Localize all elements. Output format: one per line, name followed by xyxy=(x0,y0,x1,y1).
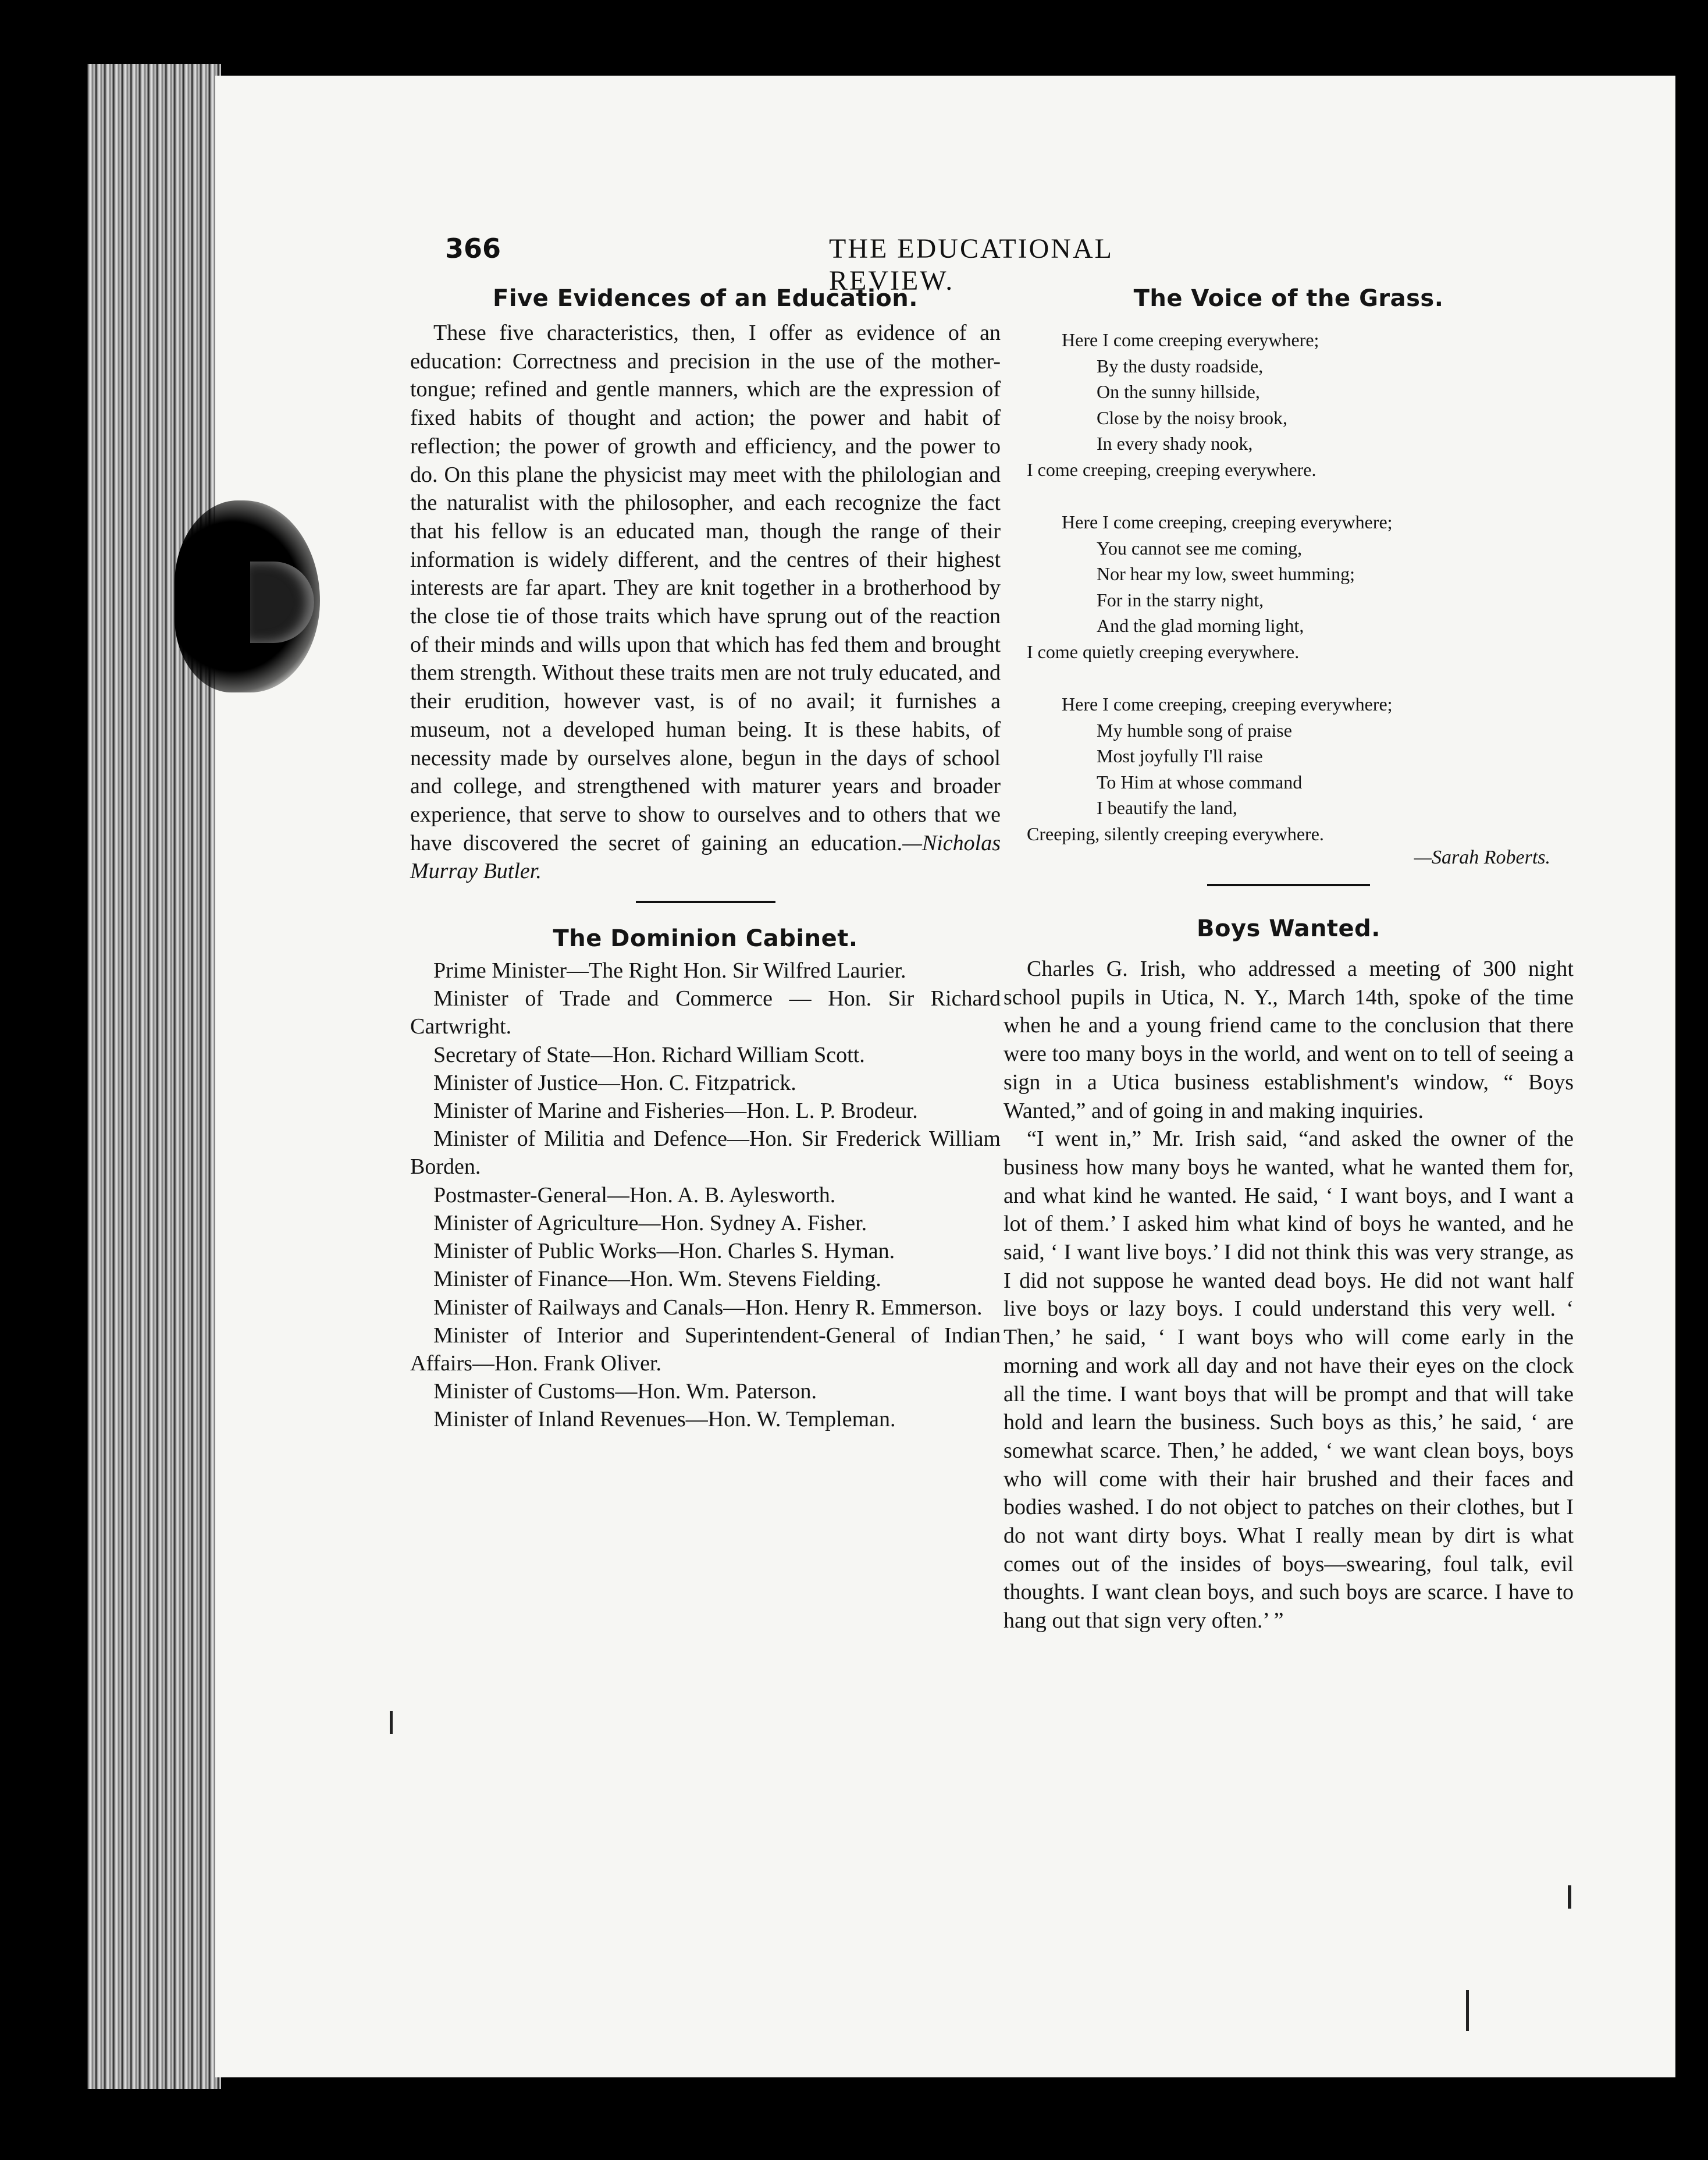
poem-line: In every shady nook, xyxy=(1097,433,1253,454)
article-boys-wanted xyxy=(1004,915,1574,1635)
cabinet-entry: Postmaster-General—Hon. A. B. Aylesworth. xyxy=(433,1182,836,1207)
poem-line: My humble song of praise xyxy=(1097,719,1292,741)
poem-line: Close by the noisy brook, xyxy=(1097,407,1287,428)
poem-line: Most joyfully I'll raise xyxy=(1097,745,1263,766)
cabinet-entry: Prime Minister—The Right Hon. Sir Wilfred Laurier. xyxy=(433,958,906,983)
poem-line: Here I come creeping, creeping everywhere; xyxy=(1062,511,1393,532)
poem-body xyxy=(1004,327,1574,847)
scan-mark xyxy=(1466,1990,1469,2031)
boys-wanted-paragraph: “I went in,” Mr. Irish said, “and asked the owner of the business how many boys he wanted, what he wanted them for, and what kind he wanted. He said, ‘ I want boys, and I want a lot of them.’ I asked him what kind of boys he wanted, and he said, ‘ I want live boys.’ I did not think this was very strange, as I did not suppose he wanted dead boys. He did not want half live boys or lazy boys. I could understand this very well. ‘ Then,’ he said, ‘ I want boys who will come early in the morning and work all day and not have their eyes on the clock all the time. I want boys that will be prompt and that will take hold and learn the business. Such boys as this,’ he said, ‘ are somewhat scarce. Then,’ he added, ‘ we want clean boys, boys who will come with their hair brushed and their faces and bodies washed. I do not object to patches on their clothes, but I do not want dirty boys. What I really mean by dirt is what comes out of the insides of boys—swearing, foul talk, evil thoughts. I want clean boys, and such boys are scarce. I have to hang out that sign very often.’ ” xyxy=(1004,1127,1574,1633)
cabinet-entry: Minister of Public Works—Hon. Charles S. Hyman. xyxy=(433,1239,895,1264)
boys-wanted-title: Boys Wanted. xyxy=(1196,915,1381,942)
poem-line: And the glad morning light, xyxy=(1097,615,1304,636)
cabinet-entry: Minister of Marine and Fisheries—Hon. L. P. Brodeur. xyxy=(433,1099,918,1124)
poem-author: —Sarah Roberts. xyxy=(1414,847,1550,868)
cabinet-entry: Minister of Agriculture—Hon. Sydney A. Fisher. xyxy=(433,1210,867,1235)
book-page-edges xyxy=(87,64,221,2089)
five-evidences-author: —Nicholas Murray Butler. xyxy=(410,830,1001,884)
scan-mark xyxy=(1568,1885,1571,1909)
five-evidences-title: Five Evidences of an Education. xyxy=(493,285,918,312)
poem-stanza xyxy=(1027,691,1574,847)
article-dominion-cabinet xyxy=(410,925,1001,1433)
poem-line: Nor hear my low, sweet humming; xyxy=(1097,563,1355,584)
cabinet-entry: Minister of Inland Revenues—Hon. W. Templeman. xyxy=(433,1407,896,1432)
left-column xyxy=(410,285,1001,1434)
poem-line: For in the starry night, xyxy=(1097,589,1264,610)
poem-line: I beautify the land, xyxy=(1097,797,1237,818)
page-number: 366 xyxy=(445,233,501,264)
cabinet-entry: Minister of Customs—Hon. Wm. Paterson. xyxy=(433,1379,817,1404)
poem-line: Creeping, silently creeping everywhere. xyxy=(1027,823,1324,844)
section-divider xyxy=(636,901,775,903)
cabinet-entry: Secretary of State—Hon. Richard William Scott. xyxy=(433,1042,865,1067)
article-five-evidences xyxy=(410,285,1001,886)
cabinet-entry: Minister of Railways and Canals—Hon. Henry R. Emmerson. xyxy=(433,1295,983,1320)
journal-title: THE EDUCATIONAL REVIEW. xyxy=(829,233,1113,296)
section-divider xyxy=(1207,884,1370,886)
cabinet-entry: Minister of Justice—Hon. C. Fitzpatrick. xyxy=(433,1070,796,1095)
scan-mark xyxy=(390,1711,393,1734)
dominion-cabinet-title: The Dominion Cabinet. xyxy=(553,925,858,953)
poem-voice-of-grass xyxy=(1004,285,1574,869)
poem-line: I come creeping, creeping everywhere. xyxy=(1027,459,1316,480)
poem-line: Here I come creeping everywhere; xyxy=(1062,329,1319,350)
poem-line: On the sunny hillside, xyxy=(1097,381,1260,402)
poem-line: To Him at whose command xyxy=(1097,771,1303,793)
cabinet-entry: Minister of Trade and Commerce — Hon. Sir Richard Cartwright. xyxy=(410,986,1001,1039)
five-evidences-body xyxy=(410,319,1001,886)
cabinet-entry: Minister of Interior and Superintendent-General of Indian Affairs—Hon. Frank Oliver. xyxy=(410,1323,1001,1376)
cabinet-entry: Minister of Finance—Hon. Wm. Stevens Fielding. xyxy=(433,1267,881,1292)
poem-line: I come quietly creeping everywhere. xyxy=(1027,641,1300,662)
cabinet-list xyxy=(410,957,1001,1433)
boys-wanted-paragraph: Charles G. Irish, who addressed a meeting of 300 night school pupils in Utica, N. Y., March 14th, spoke of the time when he and a young friend came to the conclusion that there were too many boys in the world, and went on to tell of seeing a sign in a Utica business establishment's window, “ Boys Wanted,” and of going in and making inquiries. xyxy=(1004,957,1574,1123)
poem-line: You cannot see me coming, xyxy=(1097,537,1303,559)
five-evidences-text: These five characteristics, then, I offer as evidence of an education: Correctness and precision in the use of the mother-tongue; refined and gentle manners, which are the expression of fixed habits of thought and action; the power and habit of reflection; the power of growth and efficiency, and the power to do. On this plane the physicist may meet with the philologian and the naturalist with the philosopher, and each recognize the fact that his fellow is an educated man, though the range of their information is widely different, and the centres of their highest interests are far apart. They are knit together in a brotherhood by the close tie of those traits which have sprung out of the reaction of their minds and wills upon that which has fed them and brought them strength. Without these traits men are not truly educated, and their erudition, however vast, is of no avail; it furnishes a museum, not a developed human being. It is these habits, of necessity made by ourselves alone, begun in the days of school and college, and strengthened with maturer years and broader experience, that serve to show to ourselves and to others that we have discovered the secret of gaining an education. xyxy=(410,321,1001,855)
right-column xyxy=(1004,285,1574,1635)
page-header xyxy=(445,233,1236,296)
poem-line: Here I come creeping, creeping everywhere; xyxy=(1062,694,1393,715)
cabinet-entry: Minister of Militia and Defence—Hon. Sir Frederick William Borden. xyxy=(410,1127,1001,1180)
voice-of-grass-title: The Voice of the Grass. xyxy=(1133,285,1444,312)
poem-stanza xyxy=(1027,509,1574,665)
poem-stanza xyxy=(1027,327,1574,482)
poem-line: By the dusty roadside, xyxy=(1097,355,1264,376)
